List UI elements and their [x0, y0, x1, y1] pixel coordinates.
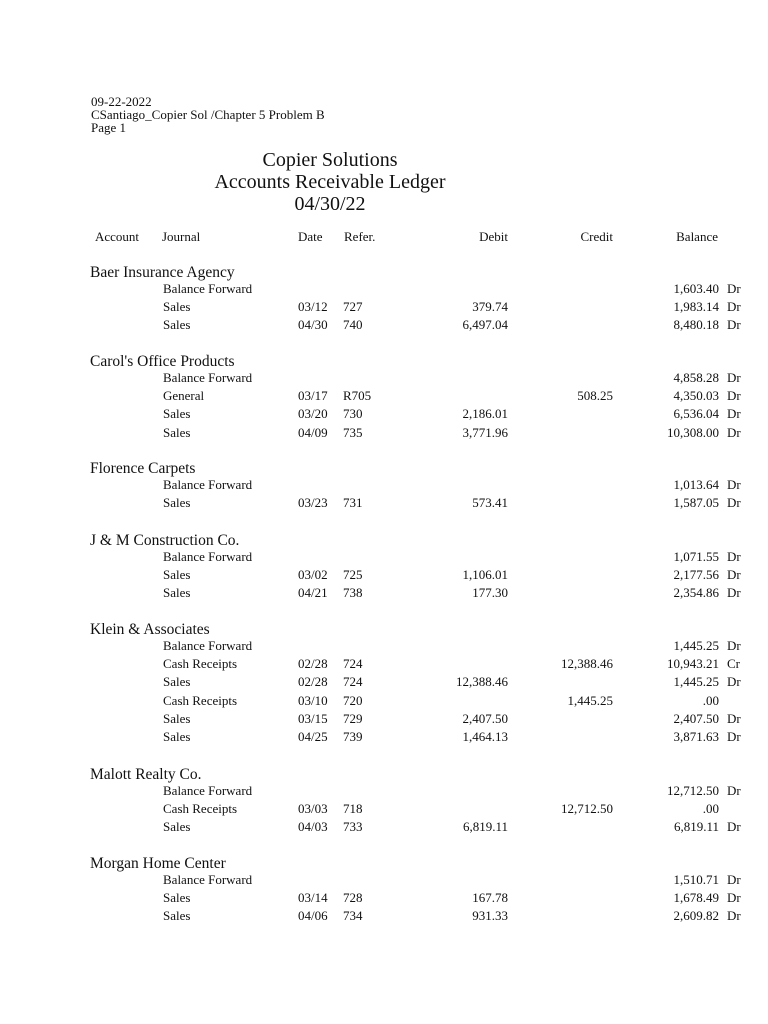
ledger-row	[0, 872, 768, 890]
debit-cell: 2,186.01	[462, 406, 508, 422]
reference-cell: 727	[343, 299, 363, 315]
journal-cell: Sales	[163, 890, 191, 906]
ledger-row	[0, 370, 768, 388]
journal-cell: Sales	[163, 406, 191, 422]
journal-cell: Balance Forward	[163, 638, 253, 653]
dr-cr-indicator: Dr	[727, 406, 741, 422]
dr-cr-indicator: Dr	[727, 317, 741, 333]
date-cell: 03/14	[298, 890, 328, 906]
journal-cell: Sales	[163, 819, 191, 835]
reference-cell: 725	[343, 567, 363, 583]
account-name: Carol's Office Products	[90, 353, 235, 370]
balance-cell: 4,858.28	[673, 370, 719, 385]
ledger-row	[0, 890, 768, 908]
journal-cell: Sales	[163, 299, 191, 315]
date-cell: 04/25	[298, 729, 328, 744]
ledger-row	[0, 783, 768, 801]
ledger-row	[0, 317, 768, 335]
column-header-account: Account	[95, 229, 140, 244]
reference-cell: 740	[343, 317, 363, 333]
balance-cell: 4,350.03	[673, 388, 719, 404]
ledger-row	[0, 656, 768, 674]
ledger-row	[0, 908, 768, 926]
reference-cell: 728	[343, 890, 363, 906]
balance-cell: 1,071.55	[673, 549, 719, 564]
credit-cell: 1,445.25	[567, 692, 613, 708]
credit-cell: 12,712.50	[561, 801, 613, 817]
report-title: Accounts Receivable Ledger	[214, 171, 446, 193]
column-header-credit: Credit	[580, 229, 613, 244]
journal-cell: Balance Forward	[163, 783, 253, 798]
ledger-row	[0, 674, 768, 692]
account-name: Florence Carpets	[90, 460, 196, 477]
dr-cr-indicator: Dr	[727, 908, 741, 924]
debit-cell: 12,388.46	[456, 674, 508, 690]
reference-cell: 724	[343, 674, 363, 690]
journal-cell: Cash Receipts	[163, 692, 238, 708]
ledger-row	[0, 388, 768, 406]
journal-cell: Balance Forward	[163, 370, 253, 385]
account-name: Morgan Home Center	[90, 855, 226, 872]
ledger-row	[0, 567, 768, 585]
reference-cell: 730	[343, 406, 363, 422]
credit-cell: 508.25	[577, 388, 613, 404]
journal-cell: Sales	[163, 585, 191, 601]
date-cell: 04/21	[298, 585, 328, 601]
ledger-row	[0, 729, 768, 747]
journal-cell: Sales	[163, 674, 191, 690]
debit-cell: 931.33	[472, 908, 508, 924]
debit-cell: 177.30	[472, 585, 508, 601]
dr-cr-indicator: Dr	[727, 549, 741, 564]
journal-cell: Sales	[163, 710, 191, 726]
dr-cr-indicator: Dr	[727, 388, 741, 404]
reference-cell: 724	[343, 656, 363, 672]
debit-cell: 2,407.50	[462, 710, 508, 726]
ledger-row	[0, 711, 768, 729]
journal-cell: Sales	[163, 908, 191, 924]
journal-cell: Balance Forward	[163, 281, 253, 296]
ledger-row	[0, 801, 768, 819]
ledger-row	[0, 549, 768, 567]
column-header-journal: Journal	[162, 229, 201, 244]
debit-cell: 1,106.01	[462, 567, 508, 583]
debit-cell: 167.78	[472, 890, 508, 906]
debit-cell: 3,771.96	[462, 424, 508, 440]
ledger-row	[0, 495, 768, 513]
dr-cr-indicator: Dr	[727, 638, 741, 653]
balance-cell: 1,983.14	[673, 299, 719, 315]
journal-cell: Balance Forward	[163, 477, 253, 492]
date-cell: 03/02	[298, 567, 328, 583]
balance-cell: 8,480.18	[673, 317, 719, 333]
balance-cell: 10,308.00	[667, 424, 719, 440]
balance-cell: 1,013.64	[673, 477, 719, 492]
debit-cell: 1,464.13	[462, 729, 508, 744]
date-cell: 03/20	[298, 406, 328, 422]
debit-cell: 6,819.11	[462, 819, 508, 835]
debit-cell: 573.41	[472, 495, 508, 511]
date-cell: 03/23	[298, 495, 328, 511]
ledger-row	[0, 638, 768, 656]
balance-cell: .00	[702, 692, 719, 708]
column-header-debit: Debit	[479, 229, 508, 244]
balance-cell: 1,603.40	[673, 281, 719, 296]
dr-cr-indicator: Dr	[727, 495, 741, 511]
reference-cell: 720	[343, 692, 363, 708]
dr-cr-indicator: Dr	[727, 477, 741, 492]
ledger-row	[0, 477, 768, 495]
date-cell: 04/30	[298, 317, 328, 333]
journal-cell: General	[163, 388, 205, 404]
ledger-row	[0, 425, 768, 443]
journal-cell: Sales	[163, 567, 191, 583]
balance-cell: 6,819.11	[673, 819, 719, 835]
balance-cell: 2,177.56	[673, 567, 719, 583]
balance-cell: .00	[702, 801, 719, 817]
balance-cell: 1,510.71	[673, 872, 719, 887]
account-name: Malott Realty Co.	[90, 766, 202, 783]
account-name: Klein & Associates	[90, 621, 210, 638]
date-cell: 03/15	[298, 710, 328, 726]
page-number: Page 1	[91, 120, 127, 135]
balance-cell: 2,407.50	[673, 710, 719, 726]
dr-cr-indicator: Dr	[727, 872, 741, 887]
journal-cell: Cash Receipts	[163, 801, 238, 817]
journal-cell: Sales	[163, 495, 191, 511]
ledger-row	[0, 693, 768, 711]
dr-cr-indicator: Dr	[727, 783, 741, 798]
dr-cr-indicator: Dr	[727, 674, 741, 690]
dr-cr-indicator: Dr	[727, 585, 741, 601]
date-cell: 03/03	[298, 801, 328, 817]
balance-cell: 10,943.21	[667, 656, 719, 672]
balance-cell: 1,587.05	[673, 495, 719, 511]
report-date: 04/30/22	[294, 193, 366, 215]
balance-cell: 12,712.50	[667, 783, 719, 798]
dr-cr-indicator: Dr	[727, 710, 741, 726]
reference-cell: 733	[343, 819, 363, 835]
debit-cell: 379.74	[472, 299, 508, 315]
balance-cell: 6,536.04	[673, 406, 719, 422]
date-cell: 02/28	[298, 674, 328, 690]
column-header-balance: Balance	[676, 229, 718, 244]
dr-cr-indicator: Dr	[727, 370, 741, 385]
reference-cell: 729	[343, 710, 363, 726]
balance-cell: 2,609.82	[673, 908, 719, 924]
ledger-row	[0, 406, 768, 424]
balance-cell: 1,445.25	[673, 674, 719, 690]
reference-cell: 718	[343, 801, 363, 817]
reference-cell: R705	[343, 388, 372, 404]
file-path: CSantiago_Copier Sol /Chapter 5 Problem B	[91, 107, 325, 122]
journal-cell: Balance Forward	[163, 872, 253, 887]
debit-cell: 6,497.04	[462, 317, 508, 333]
reference-cell: 738	[343, 585, 363, 601]
print-date: 09-22-2022	[91, 94, 152, 109]
dr-cr-indicator: Dr	[727, 424, 741, 440]
dr-cr-indicator: Dr	[727, 890, 741, 906]
company-name: Copier Solutions	[262, 149, 398, 171]
journal-cell: Sales	[163, 317, 191, 333]
balance-cell: 3,871.63	[673, 729, 719, 744]
date-cell: 04/06	[298, 908, 328, 924]
dr-cr-indicator: Dr	[727, 819, 741, 835]
account-name: J & M Construction Co.	[90, 532, 240, 549]
journal-cell: Sales	[163, 729, 191, 744]
reference-cell: 735	[343, 424, 363, 440]
balance-cell: 1,678.49	[673, 890, 719, 906]
column-header-refer: Refer.	[344, 229, 376, 244]
dr-cr-indicator: Dr	[727, 729, 741, 744]
date-cell: 03/17	[298, 388, 328, 404]
column-header-date: Date	[298, 229, 323, 244]
date-cell: 02/28	[298, 656, 328, 672]
ledger-row	[0, 299, 768, 317]
ledger-row	[0, 585, 768, 603]
journal-cell: Cash Receipts	[163, 656, 238, 672]
dr-cr-indicator: Cr	[727, 656, 740, 672]
balance-cell: 2,354.86	[673, 585, 719, 601]
dr-cr-indicator: Dr	[727, 281, 741, 296]
ledger-row	[0, 281, 768, 299]
credit-cell: 12,388.46	[561, 656, 613, 672]
date-cell: 03/12	[298, 299, 328, 315]
account-name: Baer Insurance Agency	[90, 264, 235, 281]
date-cell: 04/03	[298, 819, 328, 835]
journal-cell: Sales	[163, 424, 191, 440]
reference-cell: 734	[343, 908, 363, 924]
balance-cell: 1,445.25	[673, 638, 719, 653]
date-cell: 03/10	[298, 692, 328, 708]
date-cell: 04/09	[298, 424, 328, 440]
dr-cr-indicator: Dr	[727, 567, 741, 583]
dr-cr-indicator: Dr	[727, 299, 741, 315]
ledger-row	[0, 819, 768, 837]
journal-cell: Balance Forward	[163, 549, 253, 564]
reference-cell: 739	[343, 729, 363, 744]
reference-cell: 731	[343, 495, 363, 511]
